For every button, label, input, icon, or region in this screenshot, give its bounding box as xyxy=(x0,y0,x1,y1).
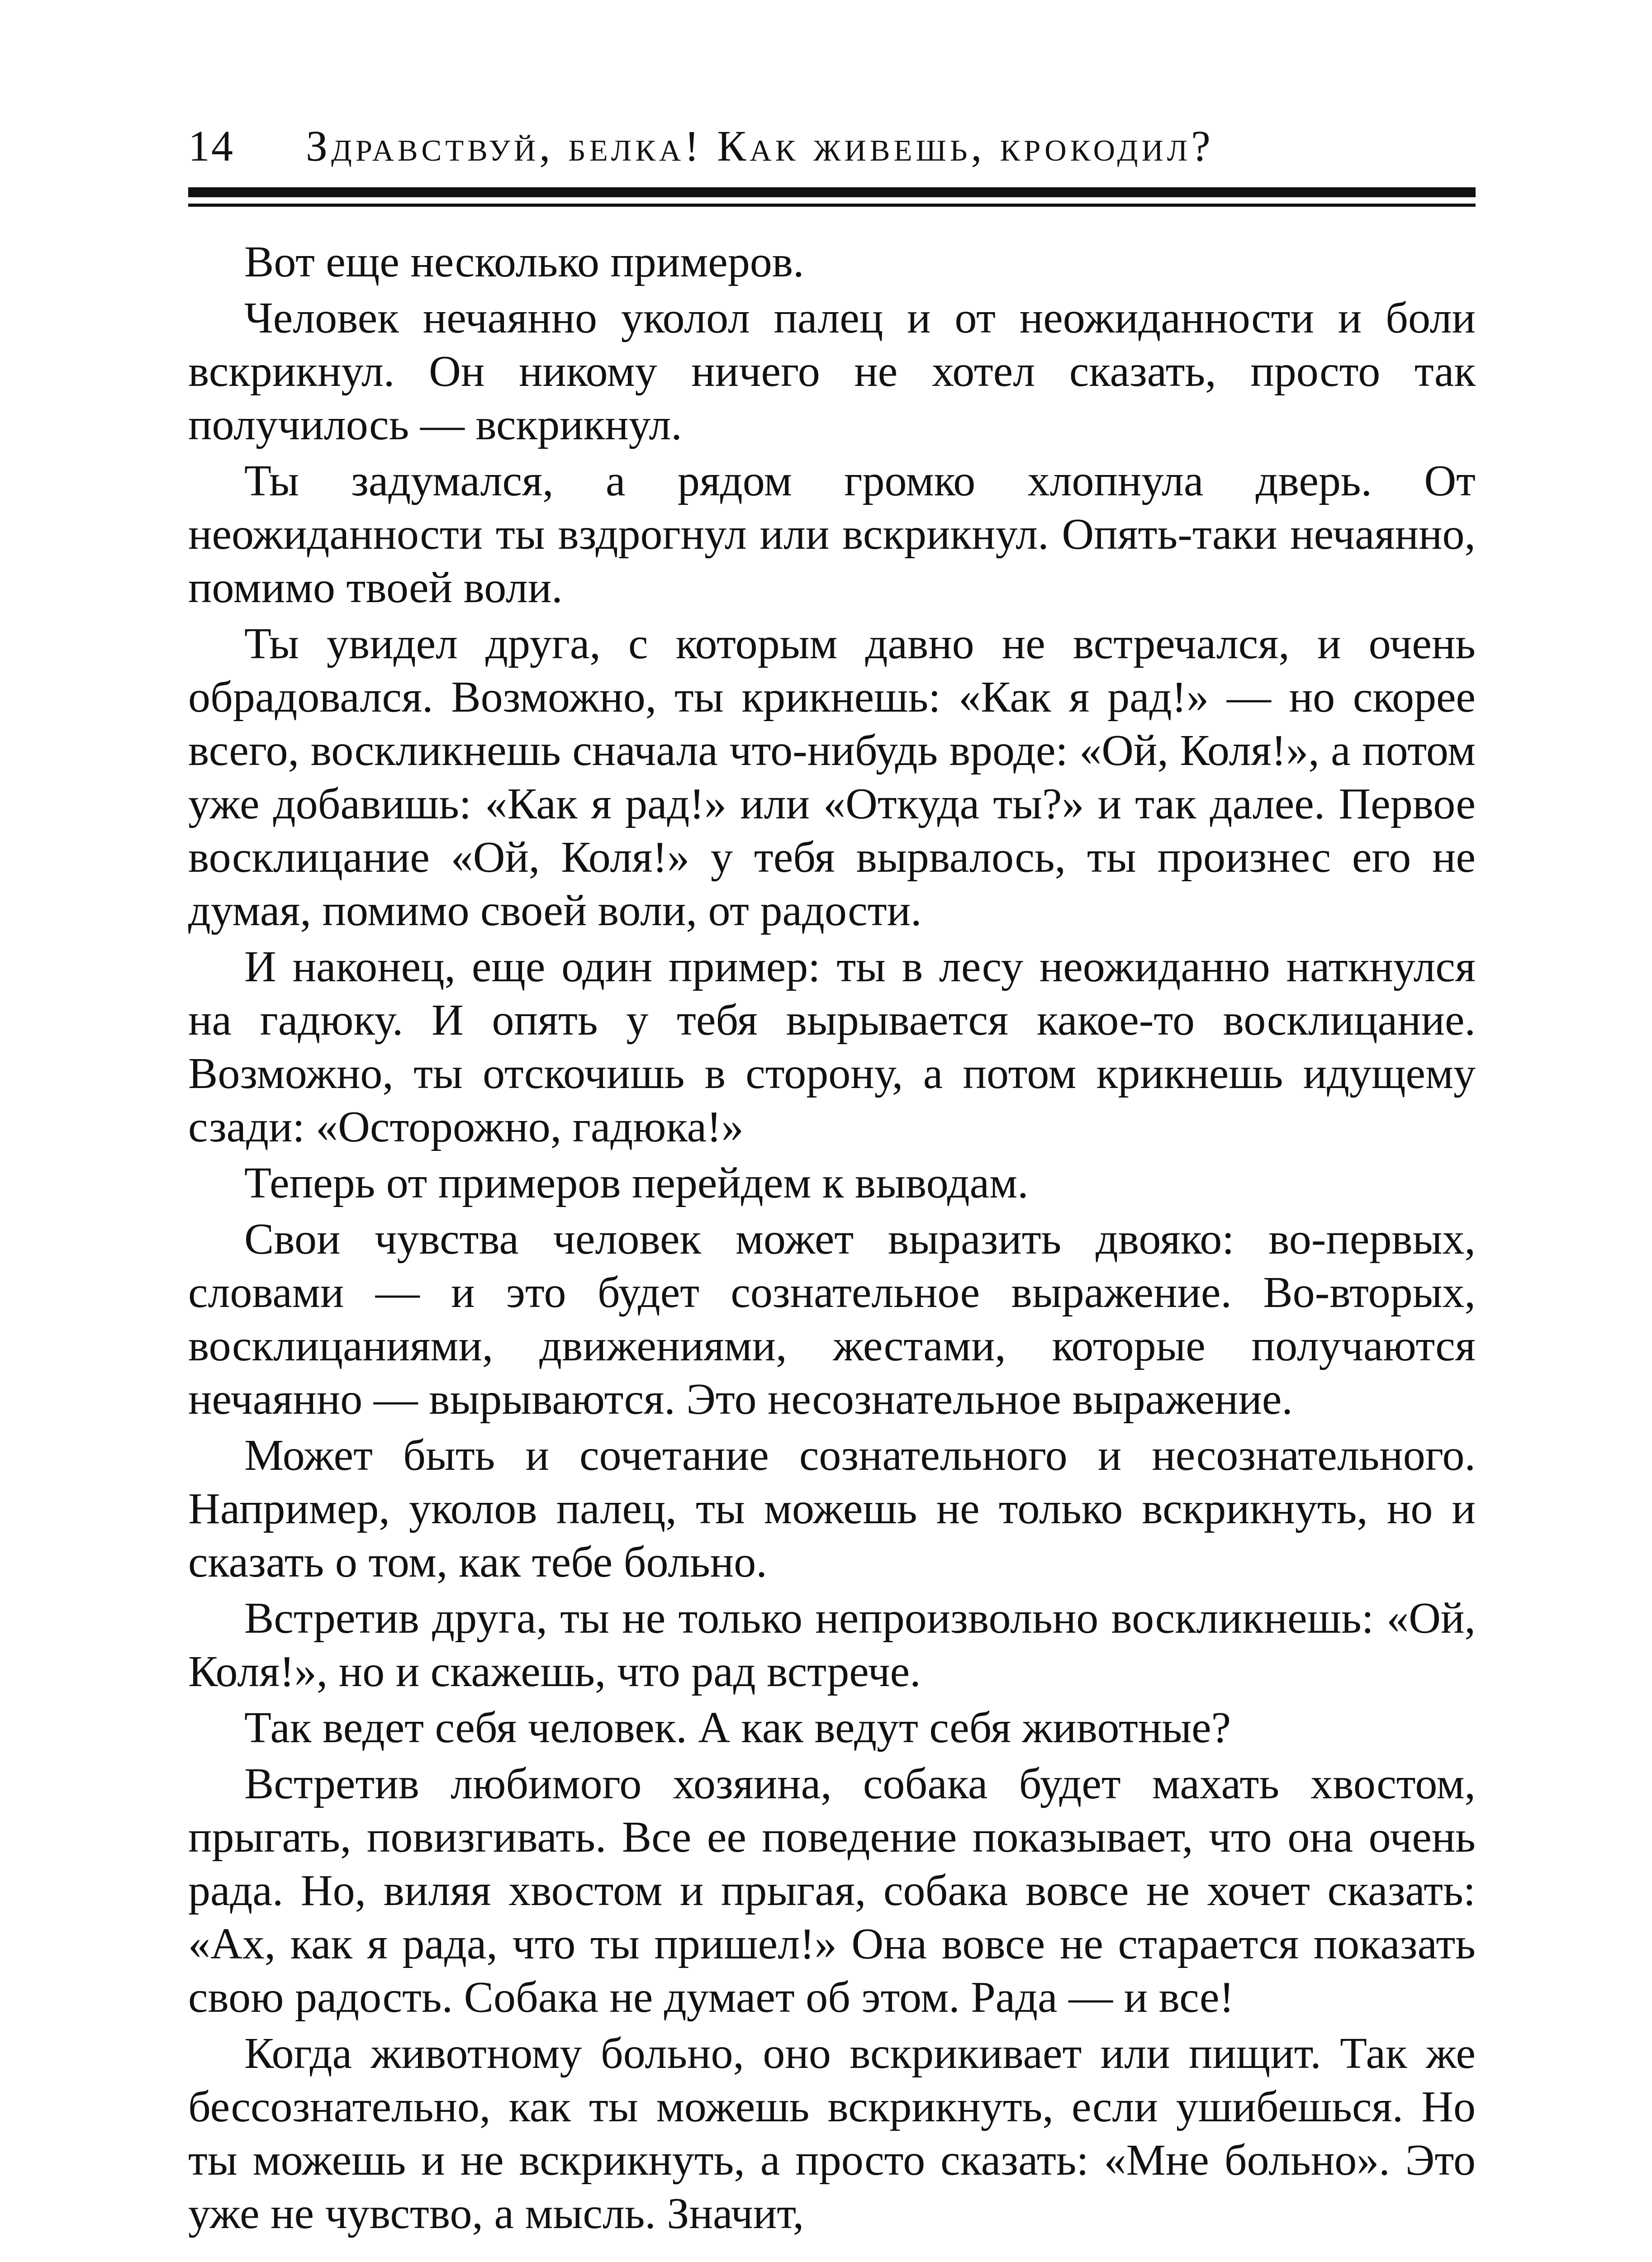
paragraph: Может быть и сочетание сознательного и несознательного. Например, уколов палец, ты можешь не только вскрикнуть, но и сказать о том, как тебе больно. xyxy=(188,1431,1476,1587)
header-rule-thick xyxy=(188,187,1476,197)
running-head xyxy=(188,121,1476,171)
running-title: Здравствуй, белка! Как живешь, крокодил? xyxy=(306,122,1214,170)
paragraph: Когда животному больно, оно вскрикивает или пищит. Так же бессознательно, как ты можешь вскрикнуть, если ушибешься. Но ты можешь и не вскрикнуть, а просто сказать: «Мне больно». Это уже не чувство, а мысль. Значит, xyxy=(188,2029,1476,2238)
paragraph: Вот еще несколько примеров. xyxy=(244,238,804,286)
paragraph: Ты задумался, а рядом громко хлопнула дверь. От неожиданности ты вздрогнул или вскрикнул. Опять-таки нечаянно, помимо твоей воли. xyxy=(188,456,1476,612)
paragraph: Ты увидел друга, с которым давно не встречался, и очень обрадовался. Возможно, ты крикнешь: «Как я рад!» — но скорее всего, воскликнешь сначала что-нибудь вроде: «Ой, Коля!», а потом уже добавишь: «Как я рад!» или «Откуда ты?» и так далее. Первое восклицание «Ой, Коля!» у тебя вырвалось, ты произнес его не думая, помимо своей воли, от радости. xyxy=(188,619,1476,935)
paragraph: Встретив любимого хозяина, собака будет махать хвостом, прыгать, повизгивать. Все ее поведение показывает, что она очень рада. Но, виляя хвостом и прыгая, собака вовсе не хочет сказать: «Ах, как я рада, что ты пришел!» Она вовсе не старается показать свою радость. Собака не думает об этом. Рада — и все! xyxy=(188,1759,1476,2022)
header-rule-thin xyxy=(188,204,1476,207)
paragraph: Теперь от примеров перейдем к выводам. xyxy=(244,1159,1029,1207)
paragraph: Встретив друга, ты не только непроизвольно воскликнешь: «Ой, Коля!», но и скажешь, что рад встрече. xyxy=(188,1594,1476,1696)
paragraph: Человек нечаянно уколол палец и от неожиданности и боли вскрикнул. Он никому ничего не хотел сказать, просто так получилось — вскрикнул. xyxy=(188,294,1476,449)
paragraph: Так ведет себя человек. А как ведут себя животные? xyxy=(244,1703,1231,1752)
paragraph: Свои чувства человек может выразить двояко: во-первых, словами — и это будет сознательное выражение. Во-вторых, восклицаниями, движениями, жестами, которые получаются нечаянно — вырываются. Это несознательное выражение. xyxy=(188,1215,1476,1424)
paragraph: И наконец, еще один пример: ты в лесу неожиданно наткнулся на гадюку. И опять у тебя вырывается какое-то восклицание. Возможно, ты отскочишь в сторону, а потом крикнешь идущему сзади: «Осторожно, гадюка!» xyxy=(188,942,1476,1151)
body-text xyxy=(188,235,1476,2240)
page-number: 14 xyxy=(188,122,234,170)
